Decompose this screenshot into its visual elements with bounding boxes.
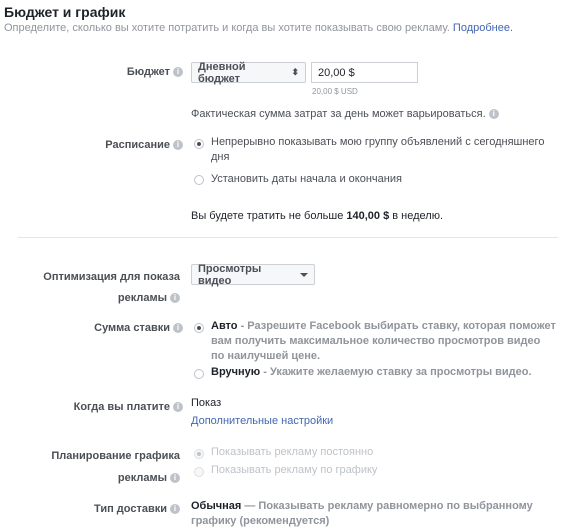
bid-auto-title: Авто (211, 320, 238, 332)
optimization-label-line1: Оптимизация для показа (43, 271, 180, 283)
budget-amount-input[interactable] (311, 62, 418, 83)
delivery-value (191, 499, 546, 529)
budget-label-text: Бюджет (126, 66, 170, 78)
budget-usd-hint: 20,00 $ USD (312, 87, 358, 96)
chevron-down-icon (300, 273, 308, 277)
budget-amount-value: 20,00 $ (318, 66, 355, 79)
schedule-dates-radio[interactable] (194, 175, 204, 185)
ad-scheduling-label-line2: рекламы i (51, 467, 180, 489)
bid-auto-desc: - Разрешите Facebook выбирать ставку, которая поможет вам получить максимальное количество просмотров видео по наилучшей цене. (211, 320, 556, 362)
info-icon[interactable]: i (173, 140, 183, 150)
bid-manual-desc: - Укажите желаемую ставку за просмотры видео. (260, 366, 532, 378)
schedule-label (105, 139, 183, 151)
bid-auto-radio[interactable] (194, 323, 204, 333)
bid-auto-label[interactable] (211, 319, 556, 364)
weekly-spend-text (191, 209, 443, 224)
info-icon[interactable]: i (170, 293, 180, 303)
weekly-spend-amount: 140,00 $ (346, 210, 390, 222)
optimization-label-line2: рекламы i (43, 288, 180, 309)
info-icon[interactable]: i (173, 323, 183, 333)
optimization-value: Просмотры видео (198, 262, 262, 287)
section-divider (18, 237, 558, 238)
payment-label-text: Когда вы платите (73, 401, 170, 413)
bid-manual-title: Вручную (211, 366, 261, 378)
budget-note (191, 107, 499, 122)
budget-type-dropdown[interactable] (191, 62, 306, 83)
bid-label (94, 322, 183, 334)
up-down-arrows-icon: ⬍ (291, 67, 299, 77)
budget-label (127, 66, 183, 78)
schedule-dates-label[interactable]: Установить даты начала и окончания (211, 173, 402, 185)
info-icon[interactable]: i (489, 109, 499, 119)
bid-label-text: Сумма ставки (94, 322, 170, 334)
budget-type-label: Дневной бюджет (198, 60, 246, 85)
info-icon[interactable]: i (173, 402, 183, 412)
advanced-settings-link[interactable]: Дополнительные настройки (191, 415, 334, 427)
ad-schedule-custom-label[interactable]: Показывать рекламу по графику (211, 464, 378, 476)
section-subtitle (4, 22, 513, 34)
delivery-value-title: Обычная (191, 500, 242, 512)
weekly-spend-suffix: в неделю. (392, 210, 444, 222)
budget-note-text: Фактическая сумма затрат за день может варьироваться. (191, 108, 486, 120)
learn-more-link[interactable]: Подробнее. (452, 22, 514, 34)
schedule-continuous-label[interactable]: Непрерывно показывать мою группу объявлений с сегодняшнего дня (211, 136, 545, 163)
schedule-continuous-radio[interactable] (194, 139, 204, 149)
optimization-label (43, 267, 180, 309)
delivery-value-desc: — Показывать рекламу равномерно по выбранному графику (рекомендуется) (191, 500, 533, 527)
info-icon[interactable]: i (170, 473, 180, 483)
subtitle-text: Определите, сколько вы хотите потратить и когда вы хотите показывать свою рекламу. (4, 22, 450, 34)
ad-schedule-always-radio[interactable] (194, 449, 204, 459)
section-title: Бюджет и график (4, 4, 126, 20)
payment-value: Показ (191, 397, 222, 409)
schedule-label-text: Расписание (105, 139, 170, 151)
ad-schedule-always-label[interactable]: Показывать рекламу постоянно (211, 446, 374, 458)
optimization-dropdown[interactable] (191, 264, 315, 285)
ad-scheduling-label (51, 445, 180, 489)
payment-label (74, 401, 183, 413)
delivery-label-text: Тип доставки (94, 503, 167, 515)
bid-manual-radio[interactable] (194, 369, 204, 379)
info-icon[interactable]: i (173, 67, 183, 77)
delivery-label (94, 503, 180, 515)
ad-scheduling-label-line1: Планирование графика (51, 450, 180, 462)
info-icon[interactable]: i (170, 504, 180, 514)
ad-schedule-custom-radio[interactable] (194, 467, 204, 477)
bid-manual-label[interactable] (211, 365, 532, 380)
weekly-spend-prefix: Вы будете тратить не больше (191, 210, 344, 222)
